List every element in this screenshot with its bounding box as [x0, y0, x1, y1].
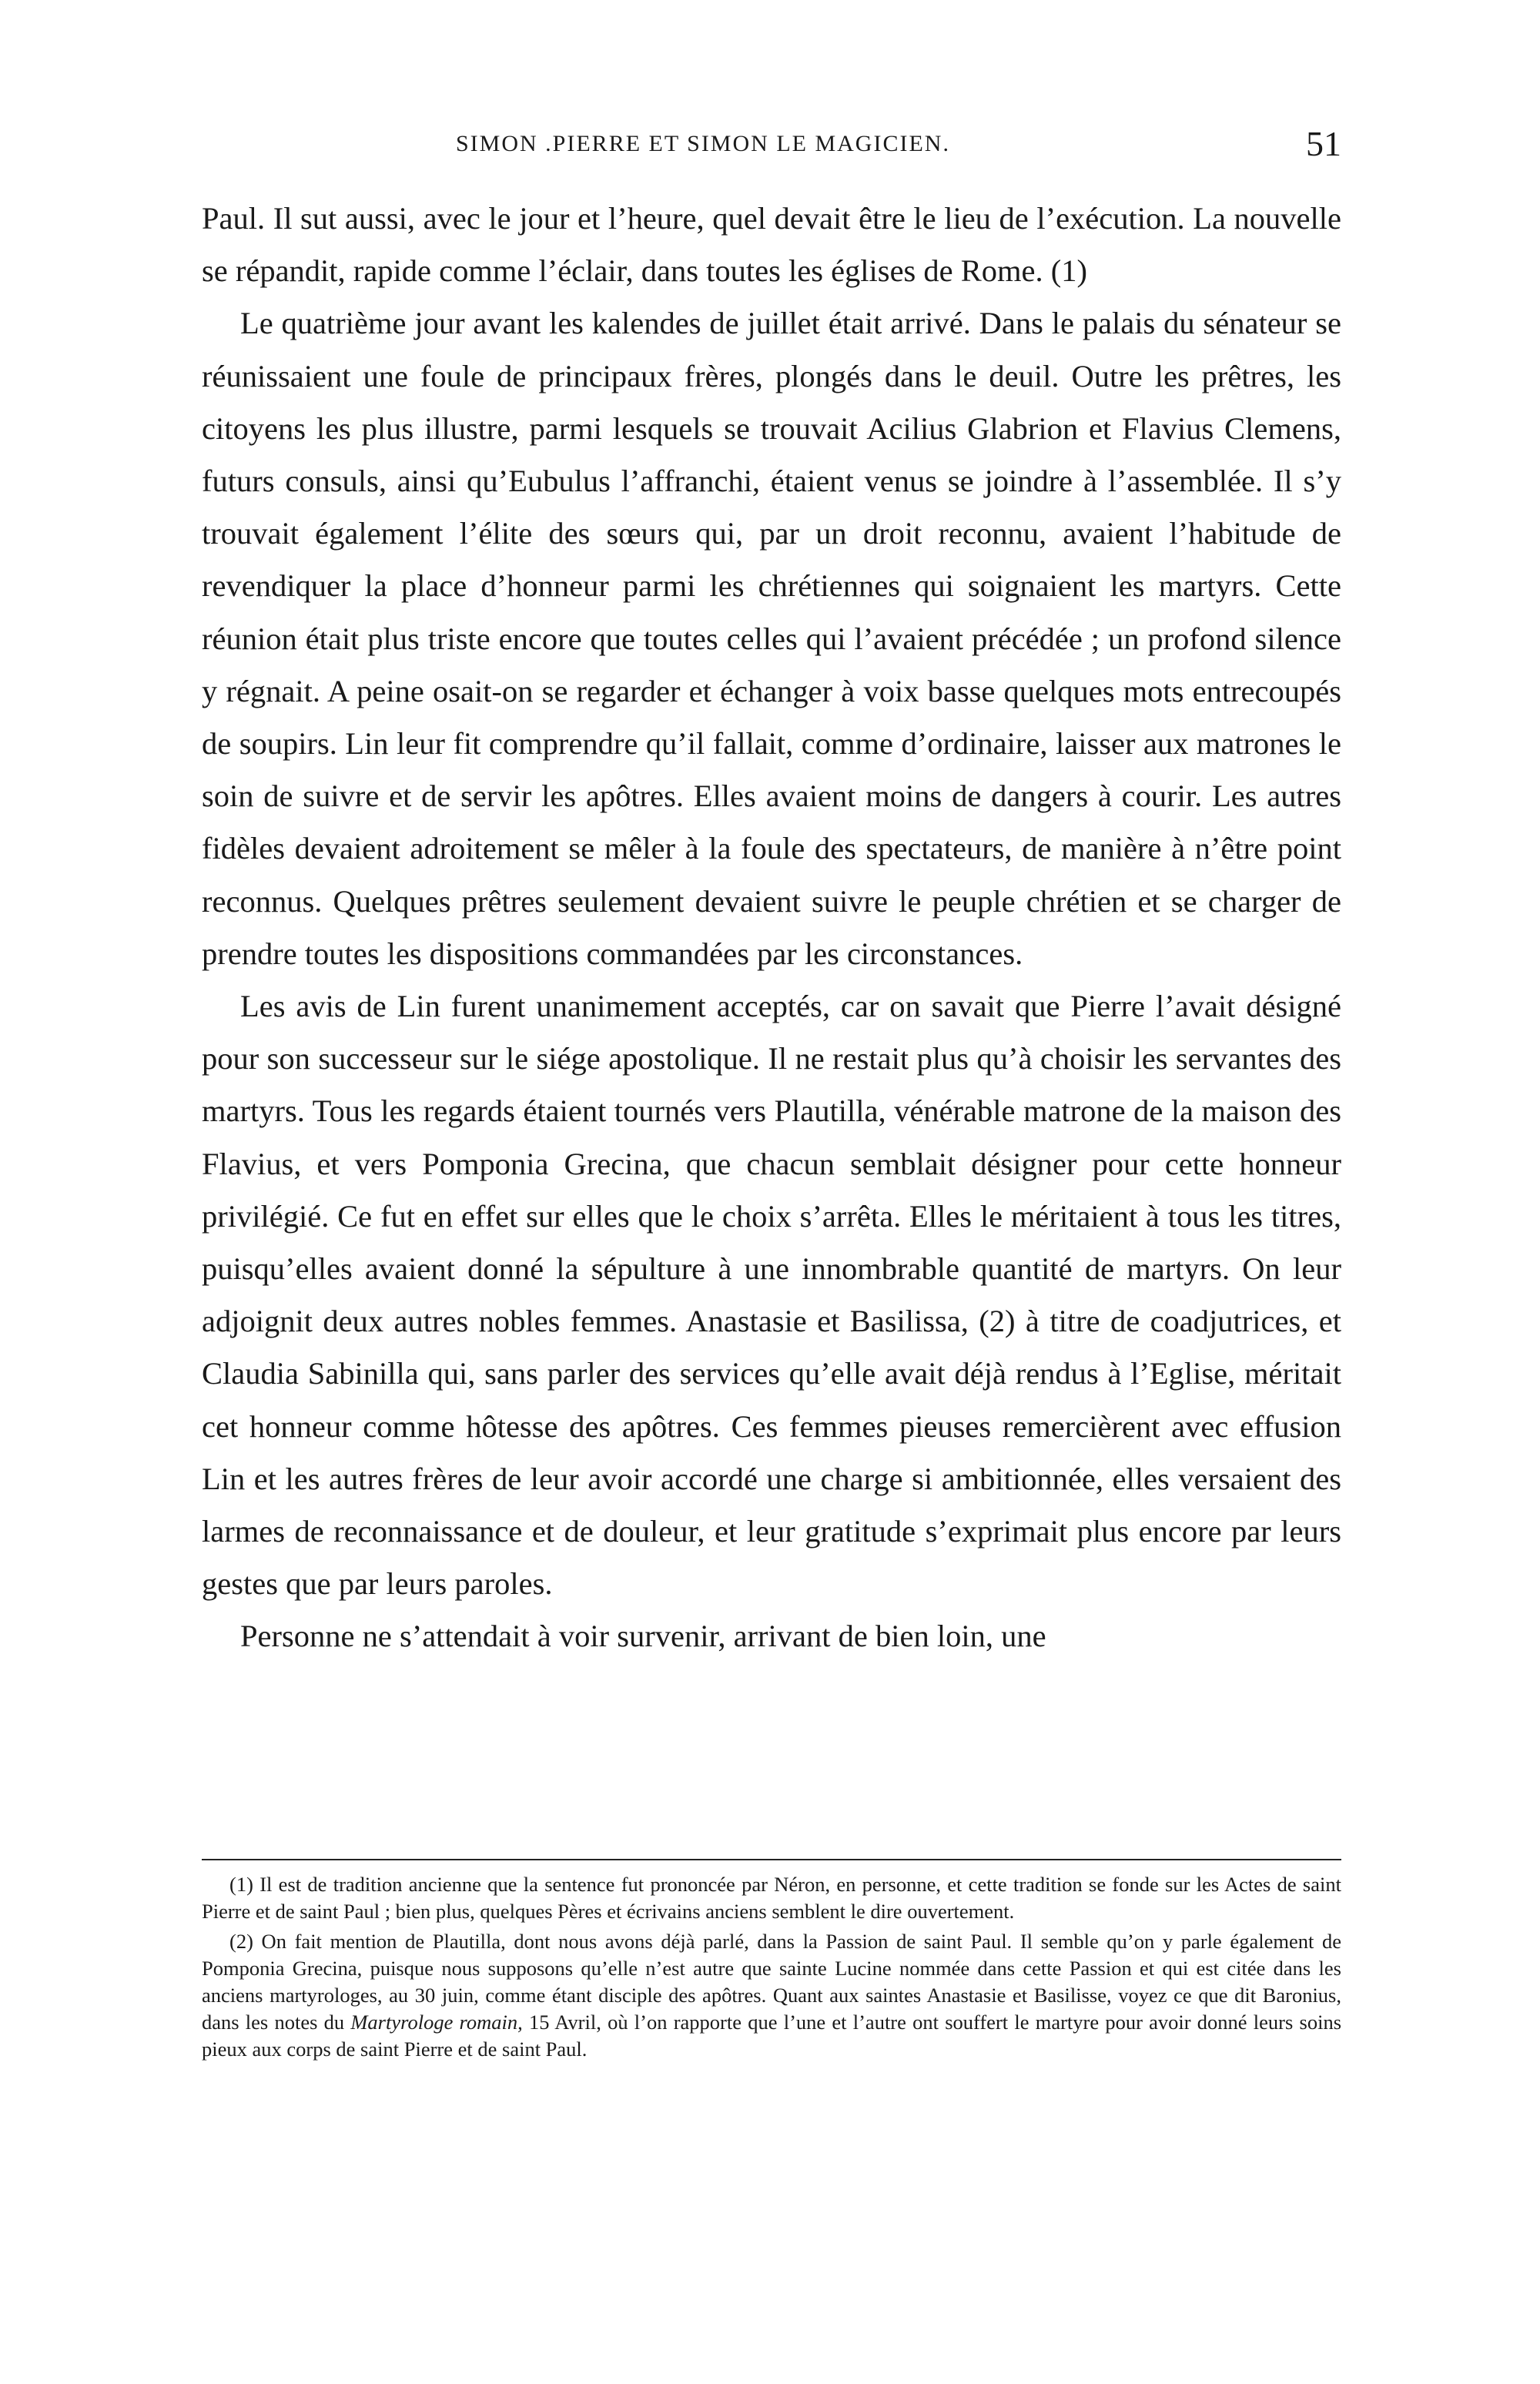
- running-title: SIMON .PIERRE ET SIMON LE MAGICIEN.: [456, 131, 950, 156]
- main-text: [202, 193, 1341, 1663]
- page-header: [202, 123, 1341, 169]
- paragraph: Le quatrième jour avant les kalendes de juillet était arrivé. Dans le palais du sénateur se réunissaient une foule de principaux frères, plongés dans le deuil. Outre les prêtres, les citoyens les plus illustre, parmi lesquels se trouvait Acilius Glabrion et Flavius Clemens, futurs consuls, ainsi qu’Eubulus l’affranchi, étaient venus se joindre à l’assemblée. Il s’y trouvait également l’élite des sœurs qui, par un droit reconnu, avaient l’habitude de revendiquer la place d’honneur parmi les chrétiennes qui soignaient les martyrs. Cette réunion était plus triste encore que toutes celles qui l’avaient précédée ; un profond silence y régnait. A peine osait-on se regarder et échanger à voix basse quelques mots entrecoupés de soupirs. Lin leur fit comprendre qu’il fallait, comme d’ordinaire, laisser aux matrones le soin de suivre et de servir les apôtres. Elles avaient moins de dangers à courir. Les autres fidèles devaient adroitement se mêler à la foule des spectateurs, de manière à n’être point reconnus. Quelques prêtres seulement devaient suivre le peuple chrétien et se charger de prendre toutes les dispositions commandées par les circonstances.: [202, 306, 1341, 971]
- footnote-2-italic: Martyrologe romain,: [350, 2011, 523, 2034]
- paragraph-continued: Paul. Il sut aussi, avec le jour et l’heure, quel devait être le lieu de l’exécution. La nouvelle se répandit, rapide comme l’éclair, dans toutes les églises de Rome. (1): [202, 201, 1341, 289]
- footnote-separator: [202, 1859, 1341, 1860]
- page-number: 51: [1306, 124, 1341, 163]
- paragraph: Les avis de Lin furent unanimement acceptés, car on savait que Pierre l’avait désigné pour son successeur sur le siége apostolique. Il ne restait plus qu’à choisir les servantes des martyrs. Tous les regards étaient tournés vers Plautilla, vénérable matrone de la maison des Flavius, et vers Pomponia Grecina, que chacun semblait désigner pour cette honneur privilégié. Ce fut en effet sur elles que le choix s’arrêta. Elles le méritaient à tous les titres, puisqu’elles avaient donné la sépulture à une innombrable quantité de martyrs. On leur adjoignit deux autres nobles femmes. Anastasie et Basilissa, (2) à titre de coadjutrices, et Claudia Sabinilla qui, sans parler des services qu’elle avait déjà rendus à l’Eglise, méritait cet honneur comme hôtesse des apôtres. Ces femmes pieuses remercièrent avec effusion Lin et les autres frères de leur avoir accordé une charge si ambitionnée, elles versaient des larmes de reconnaissance et de douleur, et leur gratitude s’exprimait plus encore par leurs gestes que par leurs paroles.: [202, 989, 1341, 1602]
- footnotes: [202, 1871, 1341, 2066]
- footnote-1: (1) Il est de tradition ancienne que la sentence fut prononcée par Néron, en personne, et cette tradition se fonde sur les Actes de saint Pierre et de saint Paul ; bien plus, quelques Pères et écrivains anciens semblent le dire ouvertement.: [202, 1873, 1341, 1923]
- footnote-2: [202, 1928, 1341, 2063]
- paragraph: Personne ne s’attendait à voir survenir, arrivant de bien loin, une: [240, 1619, 1046, 1654]
- footnote-2-text: (2) On fait mention de Plautilla, dont nous avons déjà parlé, dans la Passion de saint Paul. Il semble qu’on y parle également de Pomponia Grecina, puisque nous supposons qu’elle n’est autre que sainte Lucine nommée dans cette Passion et qui est citée dans les anciens martyrologes, au 30 juin, comme étant disciple des apôtres. Quant aux saintes Anastasie et Basilisse, voyez ce que dit Baronius, dans les notes du: [202, 1930, 1341, 2034]
- footnote-2-text-end: 15 Avril, où l’on rapporte que l’une et l’autre ont souffert le martyre pour avoir donné leurs soins pieux aux corps de saint Pierre et de saint Paul.: [202, 2011, 1342, 2061]
